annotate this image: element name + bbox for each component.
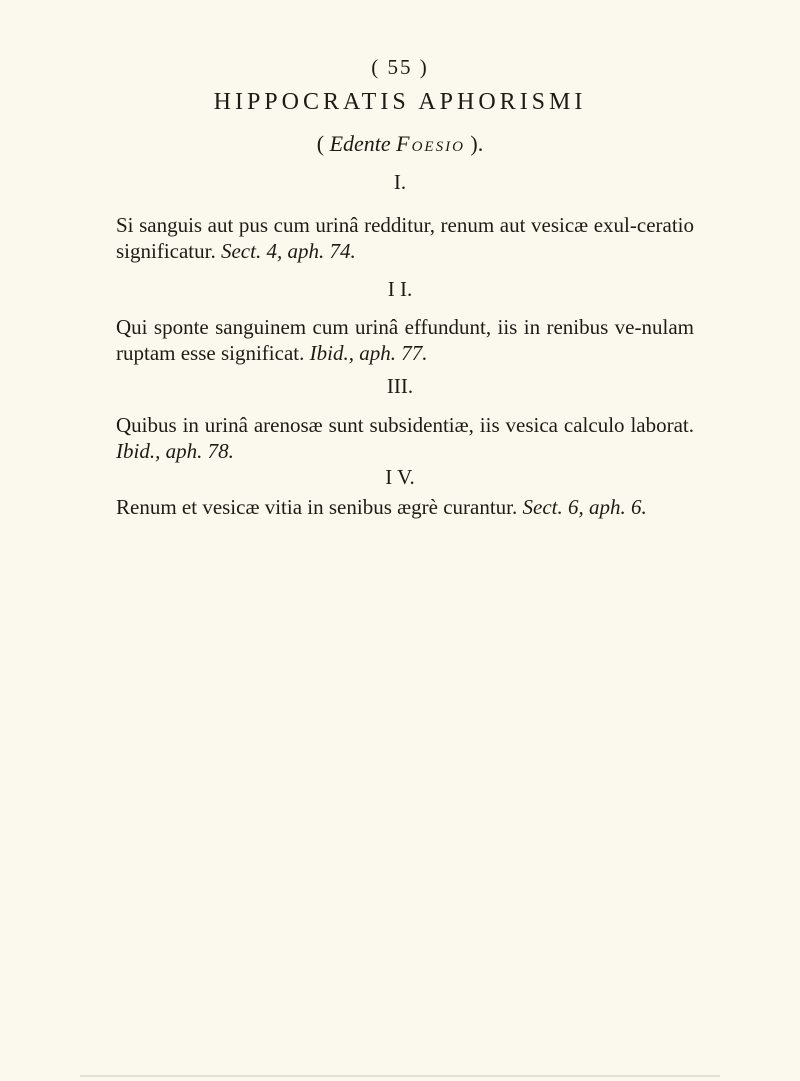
subtitle-close: ). xyxy=(464,131,484,156)
page-edge-rule xyxy=(80,1075,720,1077)
aphorism-text-3 xyxy=(116,412,694,464)
aphorism-numeral-3: III. xyxy=(386,374,414,398)
aphorism-numeral-1: I. xyxy=(393,170,407,194)
aphorism-numeral-4: I V. xyxy=(385,465,415,489)
aphorism-reference-1: Sect. 4, aph. 74. xyxy=(220,239,356,263)
page-title: HIPPOCRATIS APHORISMI xyxy=(213,89,587,115)
aphorism-body-3: Quibus in urinâ arenosæ sunt subsidentiæ, iis vesica calculo laborat. xyxy=(116,413,694,437)
aphorism-text-1 xyxy=(116,212,694,264)
aphorism-reference-4: Sect. 6, aph. 6. xyxy=(522,495,647,519)
editor-subtitle xyxy=(0,131,800,157)
page-number: ( 55 ) xyxy=(371,55,429,79)
aphorism-body-4: Renum et vesicæ vitia in senibus ægrè curantur. xyxy=(116,495,523,519)
aphorism-text-2 xyxy=(116,314,694,366)
subtitle-editor-name: Foesio xyxy=(396,131,465,156)
aphorism-reference-2: Ibid., aph. 77. xyxy=(309,341,428,365)
subtitle-open: ( xyxy=(316,131,330,156)
aphorism-reference-3: Ibid., aph. 78. xyxy=(116,439,234,463)
aphorism-numeral-2: I I. xyxy=(387,277,413,301)
aphorism-body-2: Qui sponte sanguinem cum urinâ effundunt, iis in renibus ve-nulam ruptam esse significat. xyxy=(116,315,694,365)
subtitle-editor-prefix: Edente xyxy=(329,131,397,156)
aphorism-body-1: Si sanguis aut pus cum urinâ redditur, renum aut vesicæ exul-ceratio significatur. xyxy=(116,213,694,263)
aphorism-text-4 xyxy=(116,494,694,520)
